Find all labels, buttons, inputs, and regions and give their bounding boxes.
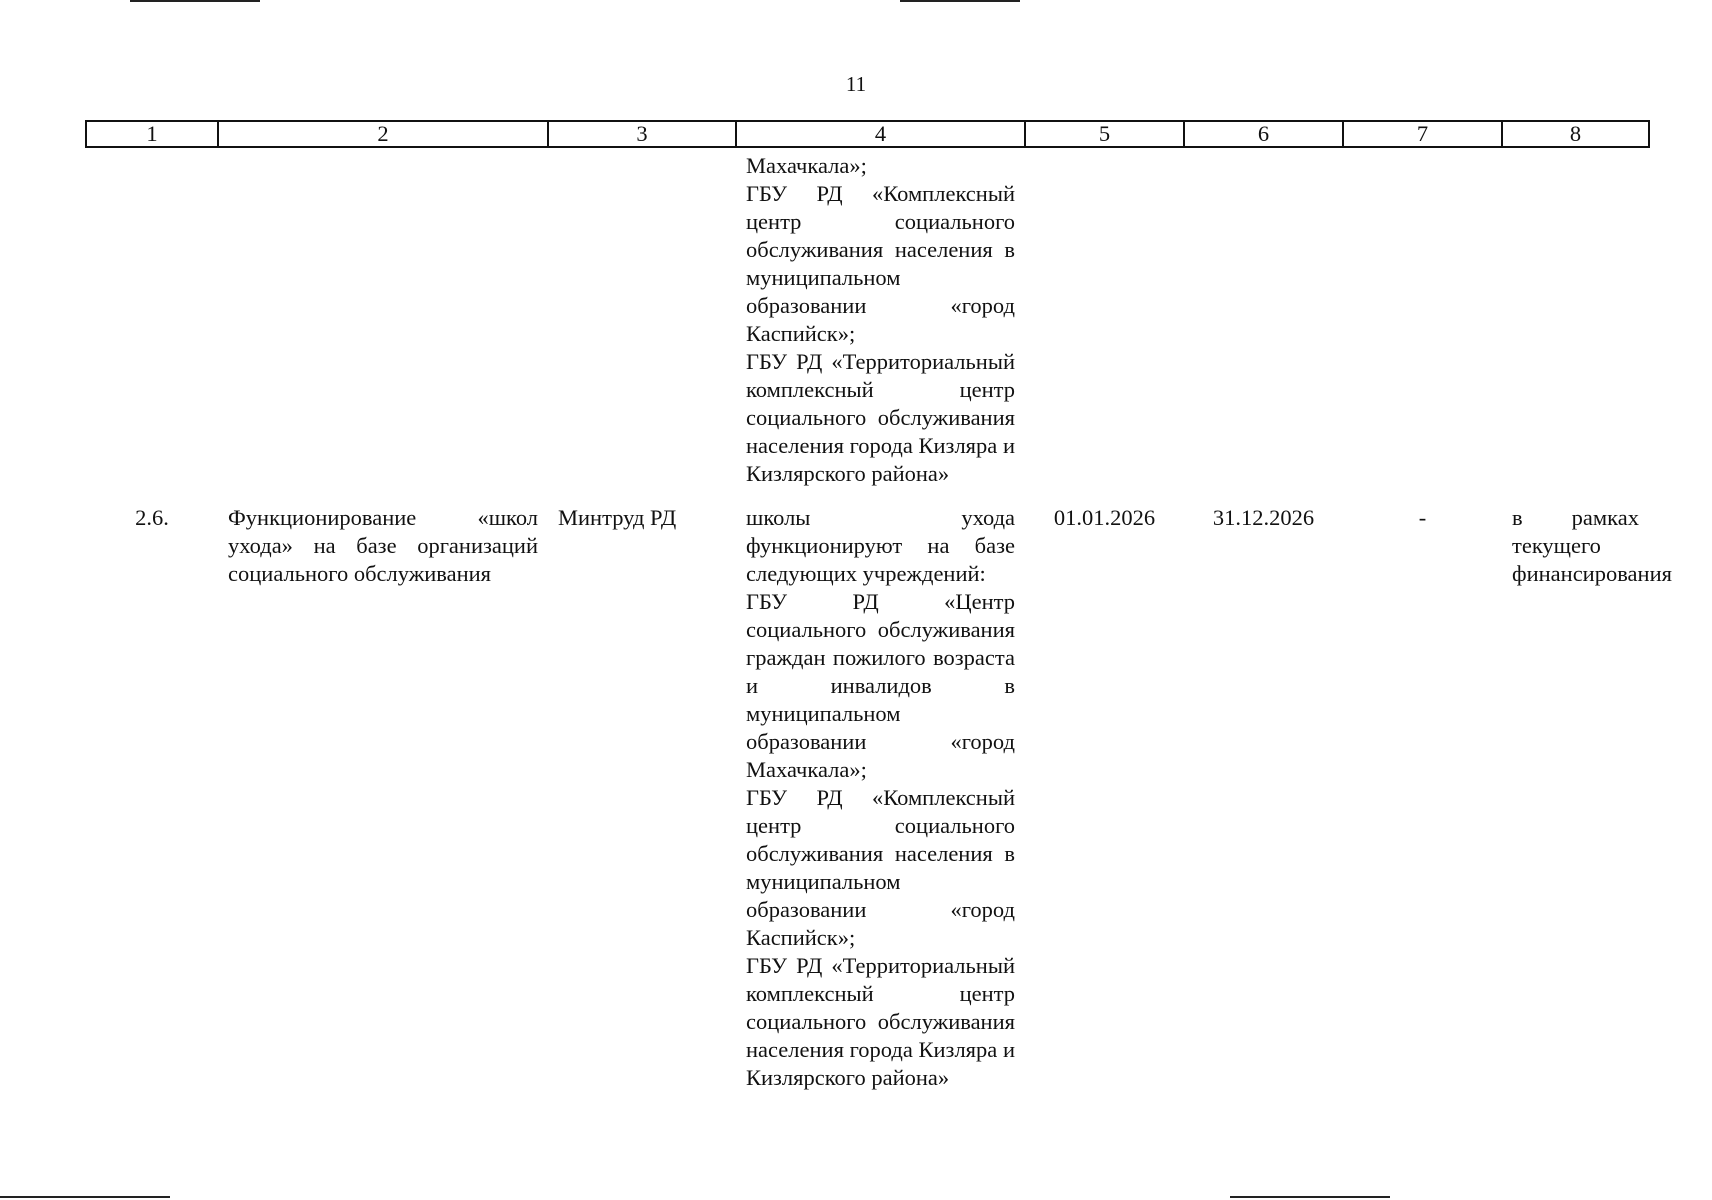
table-row bbox=[86, 504, 1649, 1092]
header-row bbox=[86, 121, 1649, 147]
start-date: 01.01.2026 bbox=[1053, 505, 1156, 530]
row-number: 2.6. bbox=[135, 505, 169, 530]
result-paragraph: ГБУ РД «Комплексный центр социального обслуживания населения в муниципальном образовании «город Каспийск»; bbox=[746, 181, 1015, 346]
header-col-5: 5 bbox=[1025, 121, 1184, 147]
header-col-6: 6 bbox=[1184, 121, 1343, 147]
header-col-4: 4 bbox=[736, 121, 1025, 147]
header-col-7: 7 bbox=[1343, 121, 1502, 147]
cell-empty bbox=[1502, 147, 1649, 504]
result-paragraph: ГБУ РД «Комплексный центр социального обслуживания населения в муниципальном образовании «город Каспийск»; bbox=[746, 785, 1015, 950]
result-cell bbox=[736, 504, 1025, 1092]
continued-row bbox=[86, 147, 1649, 504]
result-paragraph: ГБУ РД «Территориальный комплексный центр социального обслуживания населения города Кизляра и Кизлярского района» bbox=[746, 349, 1015, 486]
cell-empty bbox=[1343, 147, 1502, 504]
scan-edge-top-left bbox=[130, 0, 260, 2]
header-col-2: 2 bbox=[218, 121, 548, 147]
scan-edge-bottom-left bbox=[0, 1196, 170, 1198]
col7-value: - bbox=[1418, 505, 1427, 530]
header-col-8: 8 bbox=[1502, 121, 1649, 147]
continued-result-cell bbox=[736, 147, 1025, 504]
cell-empty bbox=[218, 147, 548, 504]
cell-empty bbox=[86, 147, 218, 504]
page-number: 11 bbox=[845, 72, 867, 96]
cell-empty bbox=[1184, 147, 1343, 504]
funding-source: в рамках текущего финансирования bbox=[1512, 505, 1672, 586]
header-col-1: 1 bbox=[86, 121, 218, 147]
scan-edge-bottom-right bbox=[1230, 1196, 1390, 1198]
result-paragraph: школы ухода функционируют на базе следующих учреждений: bbox=[746, 505, 1015, 586]
cell-empty bbox=[548, 147, 736, 504]
scan-edge-top-right bbox=[900, 0, 1020, 2]
result-paragraph: ГБУ РД «Территориальный комплексный центр социального обслуживания населения города Кизляра и Кизлярского района» bbox=[746, 953, 1015, 1090]
header-col-3: 3 bbox=[548, 121, 736, 147]
result-paragraph: Махачкала»; bbox=[746, 153, 867, 178]
end-date: 31.12.2026 bbox=[1212, 505, 1315, 530]
result-paragraph: ГБУ РД «Центр социального обслуживания граждан пожилого возраста и инвалидов в муниципальном образовании «город Махачкала»; bbox=[746, 589, 1015, 782]
activity-name: Функционирование «школ ухода» на базе организаций социального обслуживания bbox=[228, 505, 538, 586]
responsible-executor: Минтруд РД bbox=[558, 505, 677, 530]
plan-table bbox=[85, 120, 1672, 1092]
cell-empty bbox=[1025, 147, 1184, 504]
